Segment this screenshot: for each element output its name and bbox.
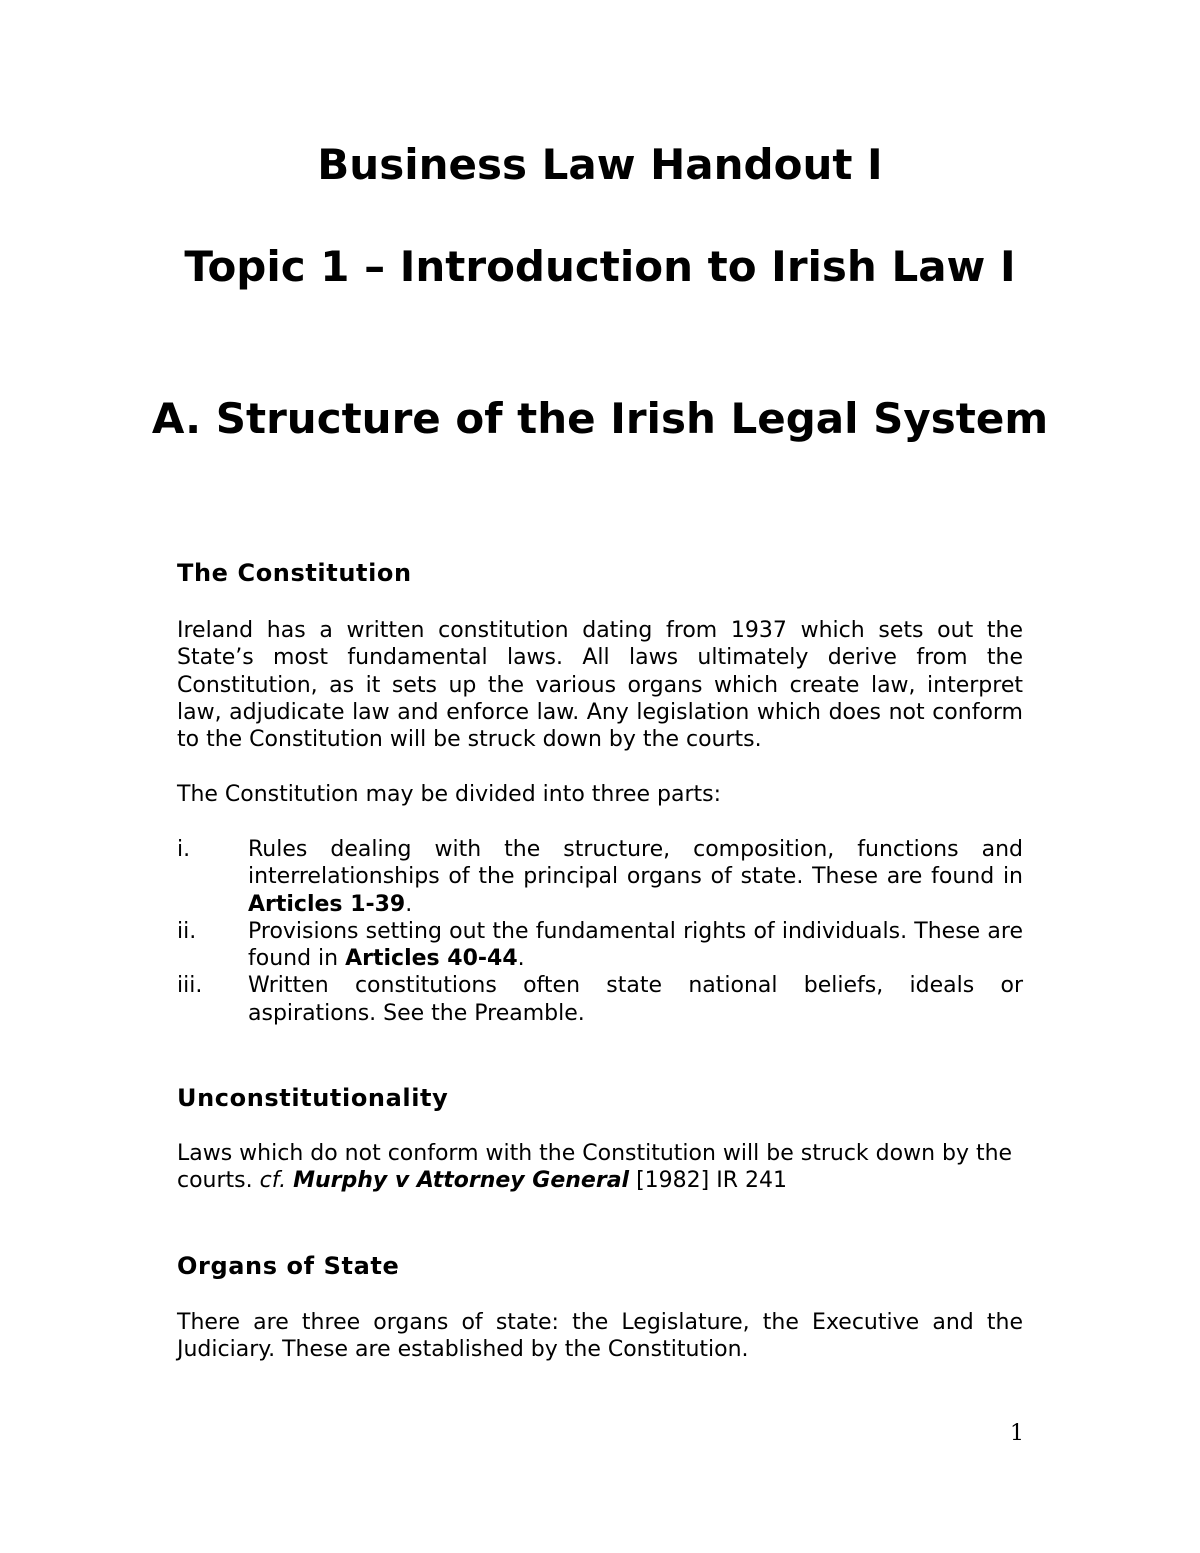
organs-paragraph: There are three organs of state: the Legislature, the Executive and the Judiciary. These are established by the Constitution. (177, 1310, 1023, 1363)
unconstitutionality-paragraph: Laws which do not conform with the Constitution will be struck down by the courts. cf. Murphy v Attorney General [1982] IR 241 (177, 1141, 1013, 1194)
case-citation: [1982] IR 241 (629, 1168, 787, 1194)
page-number: 1 (1010, 1421, 1024, 1446)
topic-title: Topic 1 – Introduction to Irish Law I (184, 242, 1016, 291)
constitution-paragraph: Ireland has a written constitution dating from 1937 which sets out the State’s most fundamental laws. All laws ultimately derive from the Constitution, as it sets up the various organs which create law, interpret law, adjudicate law and enforce law. Any legislation which does not conform to the Constitution will be struck down by the courts. (177, 618, 1023, 753)
constitution-parts-list (177, 836, 1023, 1027)
list-item-text: Provisions setting out the fundamental rights of individuals. These are found in Articles 40-44. (248, 918, 1023, 972)
list-item (177, 836, 1023, 918)
list-item (177, 918, 1023, 973)
list-item-number: ii. (177, 918, 197, 944)
section-title: A. Structure of the Irish Legal System (151, 394, 1049, 443)
list-item-text: Written constitutions often state national beliefs, ideals or aspirations. See the Preamble. (248, 973, 1023, 1026)
case-name: Murphy v Attorney General (293, 1168, 630, 1194)
article-reference: Articles 40-44 (345, 946, 518, 972)
list-item (177, 972, 1023, 1027)
document-title: Business Law Handout I (317, 140, 883, 189)
unconstitutionality-heading: Unconstitutionality (177, 1084, 449, 1112)
constitution-parts-intro: The Constitution may be divided into three parts: (177, 782, 721, 807)
list-item-number: iii. (177, 973, 203, 999)
list-item-text: Rules dealing with the structure, composition, functions and interrelationships of the principal organs of state. These are found in Articles 1-39. (248, 837, 1023, 917)
article-reference: Articles 1-39 (248, 891, 406, 917)
organs-heading: Organs of State (177, 1252, 400, 1280)
list-item-number: i. (177, 837, 191, 862)
cf-abbreviation: cf. (259, 1168, 287, 1194)
constitution-heading: The Constitution (177, 559, 412, 587)
